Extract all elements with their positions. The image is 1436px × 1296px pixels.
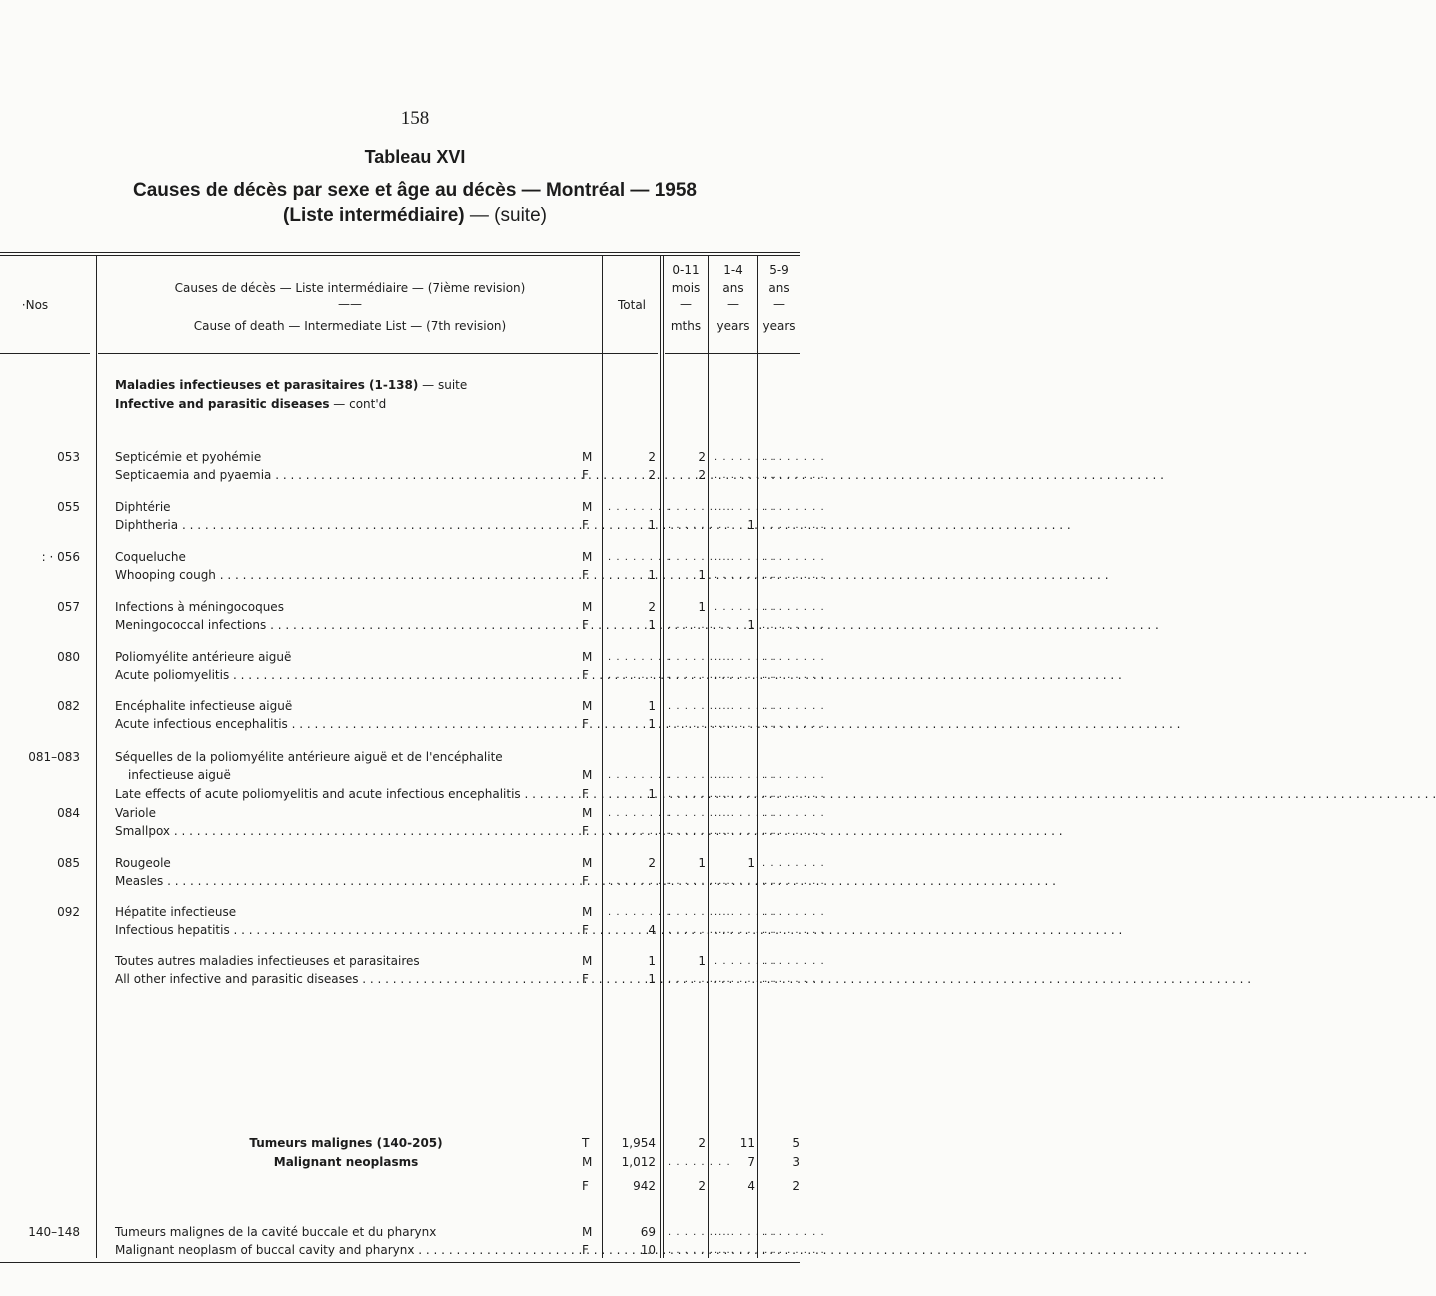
header-0-11: 0-11 <box>672 263 700 277</box>
row-label-en: Acute infectious encephalitis . . . <box>115 717 575 731</box>
row-f-empty-col2: . . . . . . . . <box>714 719 777 730</box>
sex-f: F <box>582 518 589 532</box>
row-code: 055 <box>57 500 80 514</box>
last-f-col0: 10 <box>640 1243 656 1257</box>
sec2-f-col0: 942 <box>633 1179 656 1193</box>
row-label-fr: Diphtérie <box>115 500 171 514</box>
last-f-empty-col3: . . . . . . . . <box>762 1245 825 1256</box>
row-f-empty-col1: . . . . . . . . <box>668 670 731 681</box>
header-rule-nos <box>0 353 90 354</box>
row-m-empty-col0: . . . . . . . . <box>608 652 671 663</box>
row-code: 080 <box>57 650 80 664</box>
row-label-fr: Tumeurs malignes de la cavité buccale et du pharynx <box>115 1225 437 1239</box>
header-years-2: years <box>762 319 796 333</box>
header-rule-causes <box>98 353 658 354</box>
row-f-col0: 1 <box>648 717 656 731</box>
row-f-empty-col2: . . . . . . . . <box>714 470 777 481</box>
row-m-empty-col3: . . . . . . . . <box>762 907 825 918</box>
sex-f: F <box>582 568 589 582</box>
row-label-en: Acute poliomyelitis . . . <box>115 668 575 682</box>
sec2-t-col0: 1,954 <box>621 1136 656 1150</box>
sec2-t-col1: 2 <box>698 1136 706 1150</box>
row-label-fr: Encéphalite infectieuse aiguë <box>115 699 293 713</box>
row-code: 084 <box>57 806 80 820</box>
row-m-empty-col2: . . . . . . . . <box>714 452 777 463</box>
row-label-fr: Toutes autres maladies infectieuses et parasitaires <box>115 954 420 968</box>
row-label-en: Late effects of acute poliomyelitis and acute infectious encephalitis . . . . . . <box>115 787 575 801</box>
section-title-fr-suffix: — suite <box>418 378 468 392</box>
row-f-col0: 1 <box>648 568 656 582</box>
row-f-empty-col3: . . . . . . . . <box>762 826 825 837</box>
row-m-empty-col1: . . . . . . . . <box>668 552 731 563</box>
row-f-col1: 2 <box>698 468 706 482</box>
row-f-empty-col0: . . . . . . . . <box>608 876 671 887</box>
row-m-empty-col3: . . . . . . . . <box>762 602 825 613</box>
row-label-en: All other infective and parasitic diseases . . . <box>115 972 575 986</box>
row-f-col1: 1 <box>698 568 706 582</box>
row-m-empty-col3: . . . . . . . . <box>762 652 825 663</box>
sec2-m-empty-col1: . . . . . . . . <box>668 1157 731 1168</box>
header-causes-en: Cause of death — Intermediate List — (7th revision) <box>193 319 507 333</box>
row-f-empty-col1: . . . . . . . . <box>668 789 731 800</box>
row-f-empty-col3: . . . . . . . . <box>762 570 825 581</box>
sex-f: F <box>582 874 589 888</box>
header-mois: mois <box>671 281 701 295</box>
subtitle-list: (Liste intermédiaire) <box>283 205 465 226</box>
row-m-empty-col3: . . . . . . . . <box>762 858 825 869</box>
row-m-col0: 2 <box>648 600 656 614</box>
row-m-empty-col3: . . . . . . . . <box>762 701 825 712</box>
row-m-empty-col0: . . . . . . . . <box>608 502 671 513</box>
row-f-empty-col2: . . . . . . . . <box>714 925 777 936</box>
row-m-empty-col2: . . . . . . . . <box>714 552 777 563</box>
row-f-empty-col2: . . . . . . . . <box>714 570 777 581</box>
row-f-empty-col1: . . . . . . . . <box>668 826 731 837</box>
section-title-fr-text: Maladies infectieuses et parasitaires (1-138) <box>115 378 419 392</box>
row-m-empty-col0: . . . . . . . . <box>608 808 671 819</box>
row-m-empty-col2: . . . . . . . . <box>714 602 777 613</box>
sec2-m-col0: 1,012 <box>621 1155 656 1169</box>
row-m-empty-col1: . . . . . . . . <box>668 652 731 663</box>
row-m-empty-col1: . . . . . . . . <box>668 701 731 712</box>
header-causes-fr: Causes de décès — Liste intermédiaire — (7ième revision) <box>174 281 526 295</box>
row-m-empty-col3: . . . . . . . . <box>762 452 825 463</box>
sex-f: F <box>582 468 589 482</box>
row-f-empty-col0: . . . . . . . . <box>608 826 671 837</box>
row-code: 085 <box>57 856 80 870</box>
row-m-empty-col0: . . . . . . . . <box>608 770 671 781</box>
row-m-col0: 2 <box>648 450 656 464</box>
row-code: 140–148 <box>28 1225 80 1239</box>
row-label-en: Smallpox . . . <box>115 824 575 838</box>
sex-m: M <box>582 450 593 464</box>
sex-m: M <box>582 905 593 919</box>
row-m-empty-col2: . . . . . . . . <box>714 652 777 663</box>
row-label-fr: Séquelles de la poliomyélite antérieure aiguë et de l'encéphalite <box>115 750 503 764</box>
row-f-col0: 2 <box>648 468 656 482</box>
sex-f: F <box>582 972 589 986</box>
row-f-empty-col3: . . . . . . . . <box>762 925 825 936</box>
header-dash: —— <box>338 297 362 311</box>
sex-m: M <box>582 550 593 564</box>
row-f-empty-col3: . . . . . . . . <box>762 620 825 631</box>
row-m-col1: 2 <box>698 450 706 464</box>
sex-f: F <box>582 618 589 632</box>
row-label-en: Meningococcal infections . . . <box>115 618 575 632</box>
row-f-empty-col1: . . . . . . . . <box>668 719 731 730</box>
row-m-empty-col3: . . . . . . . . <box>762 956 825 967</box>
header-5-9: 5-9 <box>769 263 789 277</box>
row-label-en: Whooping cough . . . <box>115 568 575 582</box>
row-m-col2: 1 <box>747 856 755 870</box>
row-label-fr: Rougeole <box>115 856 171 870</box>
sex-f: F <box>582 787 589 801</box>
col-divider-total-2a <box>660 256 661 1258</box>
sex-f: F <box>582 668 589 682</box>
row-label-en: Infectious hepatitis . . . <box>115 923 575 937</box>
row-m-empty-col2: . . . . . . . . <box>714 502 777 513</box>
sex-m: M <box>582 600 593 614</box>
header-total: Total <box>617 298 647 312</box>
header-nos: ·Nos <box>21 298 49 312</box>
header-dash-2: — <box>727 297 739 311</box>
last-m-empty-col3: . . . . . . . . <box>762 1227 825 1238</box>
last-f-empty-col2: . . . . . . . . <box>714 1245 777 1256</box>
header-dash-3: — <box>773 297 785 311</box>
row-f-col2: 1 <box>747 518 755 532</box>
section2-title-en: Malignant neoplasms <box>273 1155 419 1169</box>
sec2-f-col1: 2 <box>698 1179 706 1193</box>
row-f-empty-col3: . . . . . . . . <box>762 974 825 985</box>
row-f-col2: 1 <box>747 618 755 632</box>
page-number: 158 <box>400 108 430 129</box>
row-f-col0: 1 <box>648 518 656 532</box>
row-label-fr: Infections à méningocoques <box>115 600 284 614</box>
table-subtitle: Causes de décès par sexe et âge au décès — Montréal — 1958 <box>133 180 697 201</box>
row-f-empty-col2: . . . . . . . . <box>714 876 777 887</box>
row-m-col0: 1 <box>648 699 656 713</box>
sec2-f-col3: 2 <box>792 1179 800 1193</box>
sex-m: M <box>582 856 593 870</box>
sex-f: F <box>582 1243 589 1257</box>
row-m-empty-col1: . . . . . . . . <box>668 502 731 513</box>
row-code: : · 056 <box>41 550 80 564</box>
row-f-empty-col1: . . . . . . . . <box>668 925 731 936</box>
header-mths: mths <box>670 319 702 333</box>
row-label-en: Septicaemia and pyaemia . . . <box>115 468 575 482</box>
row-m-empty-col3: . . . . . . . . <box>762 552 825 563</box>
row-f-empty-col1: . . . . . . . . <box>668 620 731 631</box>
sex-f: F <box>582 717 589 731</box>
row-m-col1: 1 <box>698 856 706 870</box>
col-divider-nos <box>96 256 97 1258</box>
row-f-empty-col3: . . . . . . . . <box>762 789 825 800</box>
row-f-empty-col3: . . . . . . . . <box>762 670 825 681</box>
row-code: 092 <box>57 905 80 919</box>
row-m-empty-col3: . . . . . . . . <box>762 808 825 819</box>
row-f-empty-col2: . . . . . . . . <box>714 789 777 800</box>
top-rule <box>0 252 800 253</box>
row-m-empty-col3: . . . . . . . . <box>762 770 825 781</box>
row-f-col0: 1 <box>648 972 656 986</box>
row-f-empty-col1: . . . . . . . . <box>668 520 731 531</box>
sec2-t-col2: 11 <box>739 1136 755 1150</box>
sec2-m-col2: 7 <box>747 1155 755 1169</box>
col-divider-mths <box>708 256 709 1258</box>
header-1-4: 1-4 <box>723 263 743 277</box>
sec2-m-col3: 3 <box>792 1155 800 1169</box>
sex-f: F <box>582 1179 589 1193</box>
row-m-col1: 1 <box>698 954 706 968</box>
row-label-en: Measles . . . <box>115 874 575 888</box>
sec2-f-col2: 4 <box>747 1179 755 1193</box>
row-m-empty-col3: . . . . . . . . <box>762 502 825 513</box>
row-code: 081–083 <box>28 750 80 764</box>
top-rule-2 <box>0 255 800 256</box>
row-m-empty-col0: . . . . . . . . <box>608 552 671 563</box>
sex-m: M <box>582 1155 593 1169</box>
header-years: years <box>716 319 750 333</box>
row-m-empty-col2: . . . . . . . . <box>714 808 777 819</box>
row-label-en: Diphtheria . . . <box>115 518 575 532</box>
row-label-fr-2: infectieuse aiguë <box>128 768 231 782</box>
row-f-empty-col3: . . . . . . . . <box>762 470 825 481</box>
sex-m: M <box>582 1225 593 1239</box>
section-title-fr <box>115 378 467 392</box>
last-m-empty-col2: . . . . . . . . <box>714 1227 777 1238</box>
row-f-empty-col1: . . . . . . . . <box>668 974 731 985</box>
row-label-fr: Variole <box>115 806 156 820</box>
section-title-en <box>115 397 386 411</box>
row-label-fr: Coqueluche <box>115 550 186 564</box>
row-label-fr: Septicémie et pyohémie <box>115 450 262 464</box>
header-ans-2: ans <box>768 281 790 295</box>
sex-f: F <box>582 923 589 937</box>
sex-m: M <box>582 500 593 514</box>
sex-f: F <box>582 824 589 838</box>
col-divider-total-2b <box>663 256 664 1258</box>
last-m-empty-col1: . . . . . . . . <box>668 1227 731 1238</box>
row-f-col0: 4 <box>648 923 656 937</box>
table-title: Tableau XVI <box>364 147 466 167</box>
row-m-col0: 1 <box>648 954 656 968</box>
section-title-en-suffix: — cont'd <box>329 397 387 411</box>
sex-t: T <box>582 1136 590 1150</box>
row-f-empty-col1: . . . . . . . . <box>668 876 731 887</box>
sex-m: M <box>582 699 593 713</box>
row-m-col0: 2 <box>648 856 656 870</box>
row-m-empty-col1: . . . . . . . . <box>668 907 731 918</box>
row-f-empty-col3: . . . . . . . . <box>762 876 825 887</box>
last-m-col0: 69 <box>640 1225 656 1239</box>
row-f-empty-col3: . . . . . . . . <box>762 719 825 730</box>
last-f-empty-col1: . . . . . . . . <box>668 1245 731 1256</box>
row-m-empty-col1: . . . . . . . . <box>668 770 731 781</box>
sec2-t-col3: 5 <box>792 1136 800 1150</box>
row-m-empty-col2: . . . . . . . . <box>714 770 777 781</box>
row-m-empty-col0: . . . . . . . . <box>608 907 671 918</box>
row-label-fr: Hépatite infectieuse <box>115 905 237 919</box>
header-dash-1: — <box>680 297 692 311</box>
col-divider-years <box>757 256 758 1258</box>
subtitle-suite: — (suite) <box>464 205 547 226</box>
row-code: 082 <box>57 699 80 713</box>
sex-m: M <box>582 650 593 664</box>
row-f-empty-col0: . . . . . . . . <box>608 670 671 681</box>
row-m-empty-col2: . . . . . . . . <box>714 701 777 712</box>
row-m-col1: 1 <box>698 600 706 614</box>
row-code: 053 <box>57 450 80 464</box>
bottom-rule <box>0 1262 800 1263</box>
row-label-fr: Poliomyélite antérieure aiguë <box>115 650 292 664</box>
table-subtitle-2 <box>0 205 830 227</box>
section2-title-fr: Tumeurs malignes (140-205) <box>249 1136 443 1150</box>
section-title-en-text: Infective and parasitic diseases <box>115 397 330 411</box>
header-rule-ages <box>665 353 800 354</box>
row-f-empty-col2: . . . . . . . . <box>714 826 777 837</box>
row-m-empty-col1: . . . . . . . . <box>668 808 731 819</box>
col-divider-total <box>602 256 603 1258</box>
row-f-empty-col2: . . . . . . . . <box>714 670 777 681</box>
row-f-col0: 1 <box>648 618 656 632</box>
row-f-empty-col3: . . . . . . . . <box>762 520 825 531</box>
sex-m: M <box>582 768 593 782</box>
row-f-col0: 1 <box>648 787 656 801</box>
row-f-empty-col2: . . . . . . . . <box>714 974 777 985</box>
header-ans: ans <box>722 281 744 295</box>
sex-m: M <box>582 806 593 820</box>
row-label-en: Malignant neoplasm of buccal cavity and pharynx . . . <box>115 1243 575 1257</box>
row-m-empty-col2: . . . . . . . . <box>714 956 777 967</box>
sex-m: M <box>582 954 593 968</box>
row-code: 057 <box>57 600 80 614</box>
row-m-empty-col2: . . . . . . . . <box>714 907 777 918</box>
